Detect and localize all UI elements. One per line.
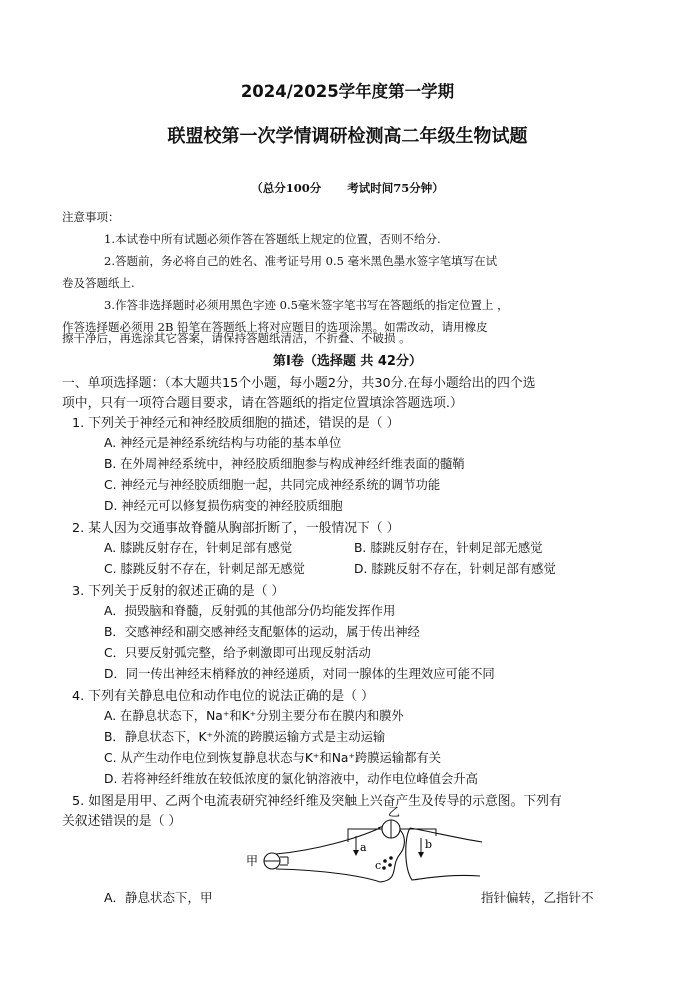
label-b: b	[425, 838, 433, 851]
option: C．只要反射弧完整，给予刺激即可出现反射活动	[104, 646, 371, 660]
option: A．损毁脑和脊髓，反射弧的其他部分仍均能发挥作用	[104, 604, 396, 618]
synapse-diagram	[228, 798, 488, 890]
total-score: （总分100分	[251, 181, 322, 195]
option: D. 膝跳反射不存在，针刺足部有感觉	[354, 562, 556, 576]
notice-line: 1.本试卷中所有试题必须作答在答题纸上规定的位置，否则不给分.	[104, 232, 441, 246]
exam-term: 2024/2025学年度第一学期	[240, 82, 455, 101]
label-yi: 乙	[388, 805, 401, 819]
question-stem: 关叙述错误的是（ ）	[62, 814, 182, 829]
option: B．静息状态下，K⁺外流的跨膜运输方式是主动运输	[104, 730, 386, 744]
vesicle	[383, 859, 387, 863]
option: A. 膝跳反射存在，针刺足部有感觉	[104, 541, 293, 555]
notice-line: 3.作答非选择题时必须用黑色字迹 0.5毫米签字笔书写在答题纸的指定位置上 ，	[104, 298, 509, 312]
arrow-a-head	[353, 850, 359, 856]
notice-line: 2.答题前，务必将自己的姓名、准考证号用 0.5 毫米黑色墨水签字笔填写在试	[104, 254, 498, 268]
option: B. 在外周神经系统中，神经胶质细胞参与构成神经纤维表面的髓鞘	[104, 457, 465, 471]
section-title: 第Ⅰ卷（选择题 共 42分）	[273, 354, 422, 369]
option: D．同一传出神经末梢释放的神经递质，对同一腺体的生理效应可能不同	[104, 667, 495, 681]
option: A. 在静息状态下，Na⁺和K⁺分别主要分布在膜内和膜外	[104, 709, 404, 723]
question-stem: 5. 如图是用甲、乙两个电流表研究神经纤维及突触上兴奋产生及传导的示意图。下列有	[72, 794, 562, 809]
question-stem: 4. 下列有关静息电位和动作电位的说法正确的是（ ）	[72, 689, 374, 704]
notice-heading: 注意事项：	[62, 210, 120, 224]
option: C. 膝跳反射不存在，针刺足部无感觉	[104, 562, 305, 576]
question-stem: 2. 某人因为交通事故脊髓从胸部折断了，一般情况下（ ）	[72, 521, 400, 536]
option: D. 神经元可以修复损伤病变的神经胶质细胞	[104, 499, 343, 513]
section-intro: 项中，只有一项符合题目要求，请在答题纸的指定位置填涂答题选项.）	[62, 396, 463, 411]
notice-line: 擦干净后，再选涂其它答案，请保持答题纸清洁，不折叠、不破损 。	[62, 331, 411, 345]
vesicle	[389, 856, 393, 860]
exam-title: 联盟校第一次学情调研检测高二年级生物试题	[167, 126, 528, 147]
notice-line: 作答选择题必须用 2B 铅笔在答题纸上将对应题目的选项涂黑。如需改动，请用橡皮	[62, 320, 488, 334]
vesicle	[388, 863, 392, 867]
label-c: c	[375, 859, 382, 872]
nerve-fiber-lower-membrane	[276, 869, 380, 882]
option: A. 神经元是神经系统结构与功能的基本单位	[104, 436, 342, 450]
option: A．静息状态下，甲	[104, 890, 213, 905]
section-intro: 一、单项选择题：（本大题共15个小题，每小题2分，共30分.在每小题给出的四个选	[62, 376, 536, 391]
notice-line: 卷及答题纸上.	[62, 276, 135, 290]
label-a: a	[360, 841, 367, 854]
exam-time: 考试时间75分钟）	[347, 181, 444, 195]
score-time-line	[0, 180, 695, 196]
question-stem: 1. 下列关于神经元和神经胶质细胞的描述，错误的是（ ）	[72, 416, 400, 431]
option: B．交感神经和副交感神经支配躯体的运动，属于传出神经	[104, 625, 420, 639]
option: 指针偏转，乙指针不	[481, 890, 594, 905]
question-stem: 3. 下列关于反射的叙述正确的是（ ）	[72, 584, 285, 599]
option: B. 膝跳反射存在，针刺足部无感觉	[354, 541, 543, 555]
option: C. 神经元与神经胶质细胞一起，共同完成神经系统的调节功能	[104, 478, 441, 492]
postsynaptic-membrane	[406, 828, 480, 880]
arrow-b-head	[418, 852, 424, 858]
vesicle	[382, 866, 386, 870]
label-jia: 甲	[246, 854, 259, 868]
option: C. 从产生动作电位到恢复静息状态与K⁺和Na⁺跨膜运输都有关	[104, 751, 442, 765]
option: D. 若将神经纤维放在较低浓度的氯化钠溶液中，动作电位峰值会升高	[104, 772, 478, 786]
